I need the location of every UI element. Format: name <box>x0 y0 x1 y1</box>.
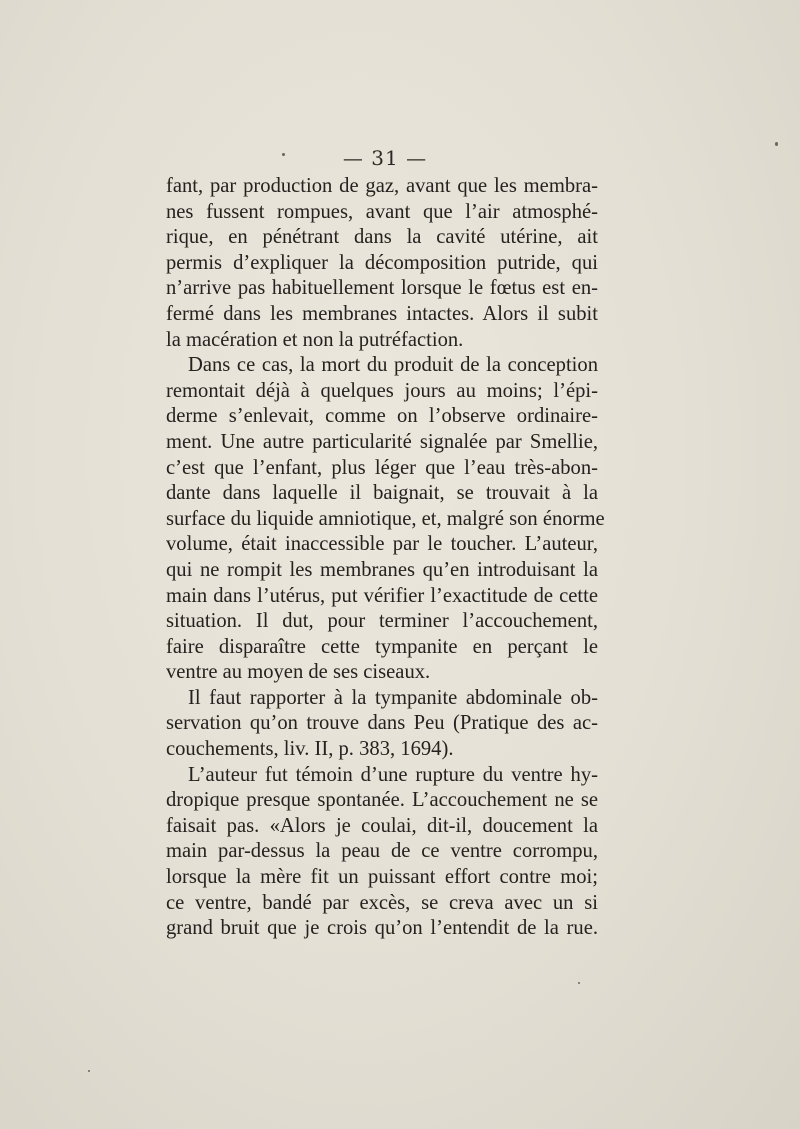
text-line: remontait déjà à quelques jours au moins; l’épi- <box>166 379 598 402</box>
text-line: dropique presque spontanée. L’accouchement ne se <box>166 789 598 812</box>
text-line: situation. Il dut, pour terminer l’accouchement, <box>166 610 598 633</box>
text-line: la macération et non la putréfaction. <box>166 328 464 351</box>
text-line: lorsque la mère fit un puissant effort contre moi; <box>166 866 598 889</box>
text-line: fant, par production de gaz, avant que les membra- <box>166 175 598 197</box>
text-line: permis d’expliquer la décomposition putride, qui <box>166 251 598 274</box>
paper-speck <box>578 982 580 984</box>
body-text <box>166 174 605 942</box>
text-line: Dans ce cas, la mort du produit de la conception <box>188 354 598 377</box>
text-line: dante dans laquelle il baignait, se trouvait à la <box>166 482 598 505</box>
text-line: ventre au moyen de ses ciseaux. <box>166 661 431 684</box>
text-line: c’est que l’enfant, plus léger que l’eau très-abon- <box>166 456 598 479</box>
text-line: faisait pas. «Alors je coulai, dit-il, doucement la <box>166 814 598 837</box>
text-line: derme s’enlevait, comme on l’observe ordinaire- <box>166 405 598 428</box>
text-line: grand bruit que je crois qu’on l’entendit de la rue. <box>166 917 598 940</box>
text-line: ce ventre, bandé par excès, se creva avec un si <box>166 891 598 914</box>
text-line: servation qu’on trouve dans Peu (Pratique des ac- <box>166 712 598 735</box>
text-line: fermé dans les membranes intactes. Alors il subit <box>166 302 598 325</box>
text-line: Il faut rapporter à la tympanite abdominale ob- <box>188 686 598 709</box>
text-line: n’arrive pas habituellement lorsque le fœtus est en- <box>166 277 598 300</box>
text-line: couchements, liv. II, p. 383, 1694). <box>166 738 454 761</box>
text-line: volume, était inaccessible par le toucher. L’auteur, <box>166 533 598 556</box>
text-line: ment. Une autre particularité signalée par Smellie, <box>166 430 598 453</box>
paper-speck <box>775 142 778 146</box>
text-line: main par-dessus la peau de ce ventre corrompu, <box>166 840 598 863</box>
text-line: surface du liquide amniotique, et, malgré son énorme <box>166 507 605 530</box>
paper-speck <box>88 1070 90 1072</box>
text-line: qui ne rompit les membranes qu’en introduisant la <box>166 558 598 581</box>
page-number: — 31 — <box>342 146 428 170</box>
paper-speck <box>282 153 285 156</box>
text-line: faire disparaître cette tympanite en perçant le <box>166 635 598 658</box>
text-line: L’auteur fut témoin d’une rupture du ventre hy- <box>188 763 598 786</box>
text-line: rique, en pénétrant dans la cavité utérine, ait <box>166 226 598 249</box>
text-line: main dans l’utérus, put vérifier l’exactitude de cette <box>166 584 598 607</box>
text-line: nes fussent rompues, avant que l’air atmosphé- <box>166 200 598 223</box>
